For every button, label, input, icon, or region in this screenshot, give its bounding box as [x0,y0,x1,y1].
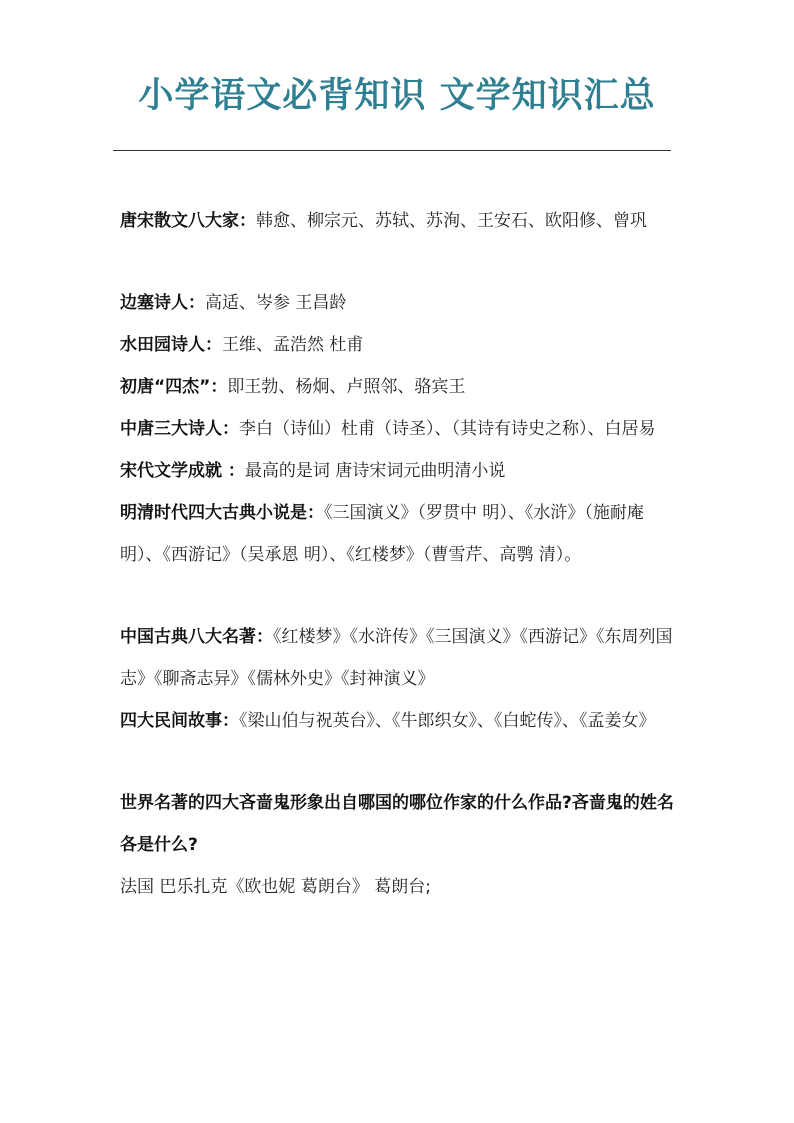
paragraph-text: 《梁山伯与祝英台》、《牛郎织女》、《白蛇传》、《孟姜女》 [239,711,656,731]
paragraph-label: 边塞诗人： [120,293,205,313]
paragraph-text: 《红楼梦》《水浒传》《三国演义》《西游记》《东周列国志》《聊斋志异》《儒林外史》《封神演义》 [120,627,673,689]
paragraph-early-tang-four [120,366,676,408]
paragraph-eight-classics [120,616,676,700]
question-text: 世界名著的四大吝啬鬼形象出自哪国的哪位作家的什么作品?吝啬鬼的姓名各是什么? [120,793,674,855]
paragraph-text: 即王勃、杨炯、卢照邻、骆宾王 [227,377,466,397]
paragraph-frontier-poets [120,282,676,324]
title-divider [113,150,671,151]
paragraph-label: 中国古典八大名著： [120,627,273,647]
paragraph-text: 王维、孟浩然 杜甫 [222,335,364,355]
paragraph-text: 《三国演义》（罗贯中 明）、《水浒》（施耐庵 明）、《西游记》（吴承恩 明）、《红楼梦》（曹雪芹、高鹗 清）。 [120,503,644,565]
paragraph-miser-question [120,782,676,866]
paragraph-label: 宋代文学成就 ： [120,461,245,481]
spacer [120,742,676,782]
paragraph-text: 高适、岑参 王昌龄 [205,293,347,313]
spacer [120,576,676,616]
paragraph-tang-song-masters [120,200,676,242]
paragraph-mid-tang-poets [120,408,676,450]
paragraph-song-literature [120,450,676,492]
paragraph-label: 四大民间故事： [120,711,239,731]
paragraph-pastoral-poets [120,324,676,366]
paragraph-miser-answer [120,866,676,908]
paragraph-folk-tales [120,700,676,742]
paragraph-label: 初唐“四杰”： [120,377,228,397]
paragraph-label: 唐宋散文八大家： [120,211,256,231]
paragraph-four-classic-novels [120,492,676,576]
paragraph-text: 李白（诗仙）杜甫（诗圣）、（其诗有诗史之称）、白居易 [239,419,656,439]
paragraph-label: 水田园诗人： [120,335,222,355]
paragraph-text: 韩愈、柳宗元、苏轼、苏洵、王安石、欧阳修、曾巩 [256,211,647,231]
paragraph-label: 中唐三大诗人： [120,419,239,439]
paragraph-label: 明清时代四大古典小说是： [120,503,324,523]
paragraph-text: 最高的是词 唐诗宋词元曲明清小说 [244,461,506,481]
document-body [120,200,676,908]
paragraph-text: 法国 巴乐扎克《欧也妮 葛朗台》 葛朗台; [120,877,431,897]
page-title: 小学语文必背知识 文学知识汇总 [138,76,656,116]
spacer [120,242,676,282]
